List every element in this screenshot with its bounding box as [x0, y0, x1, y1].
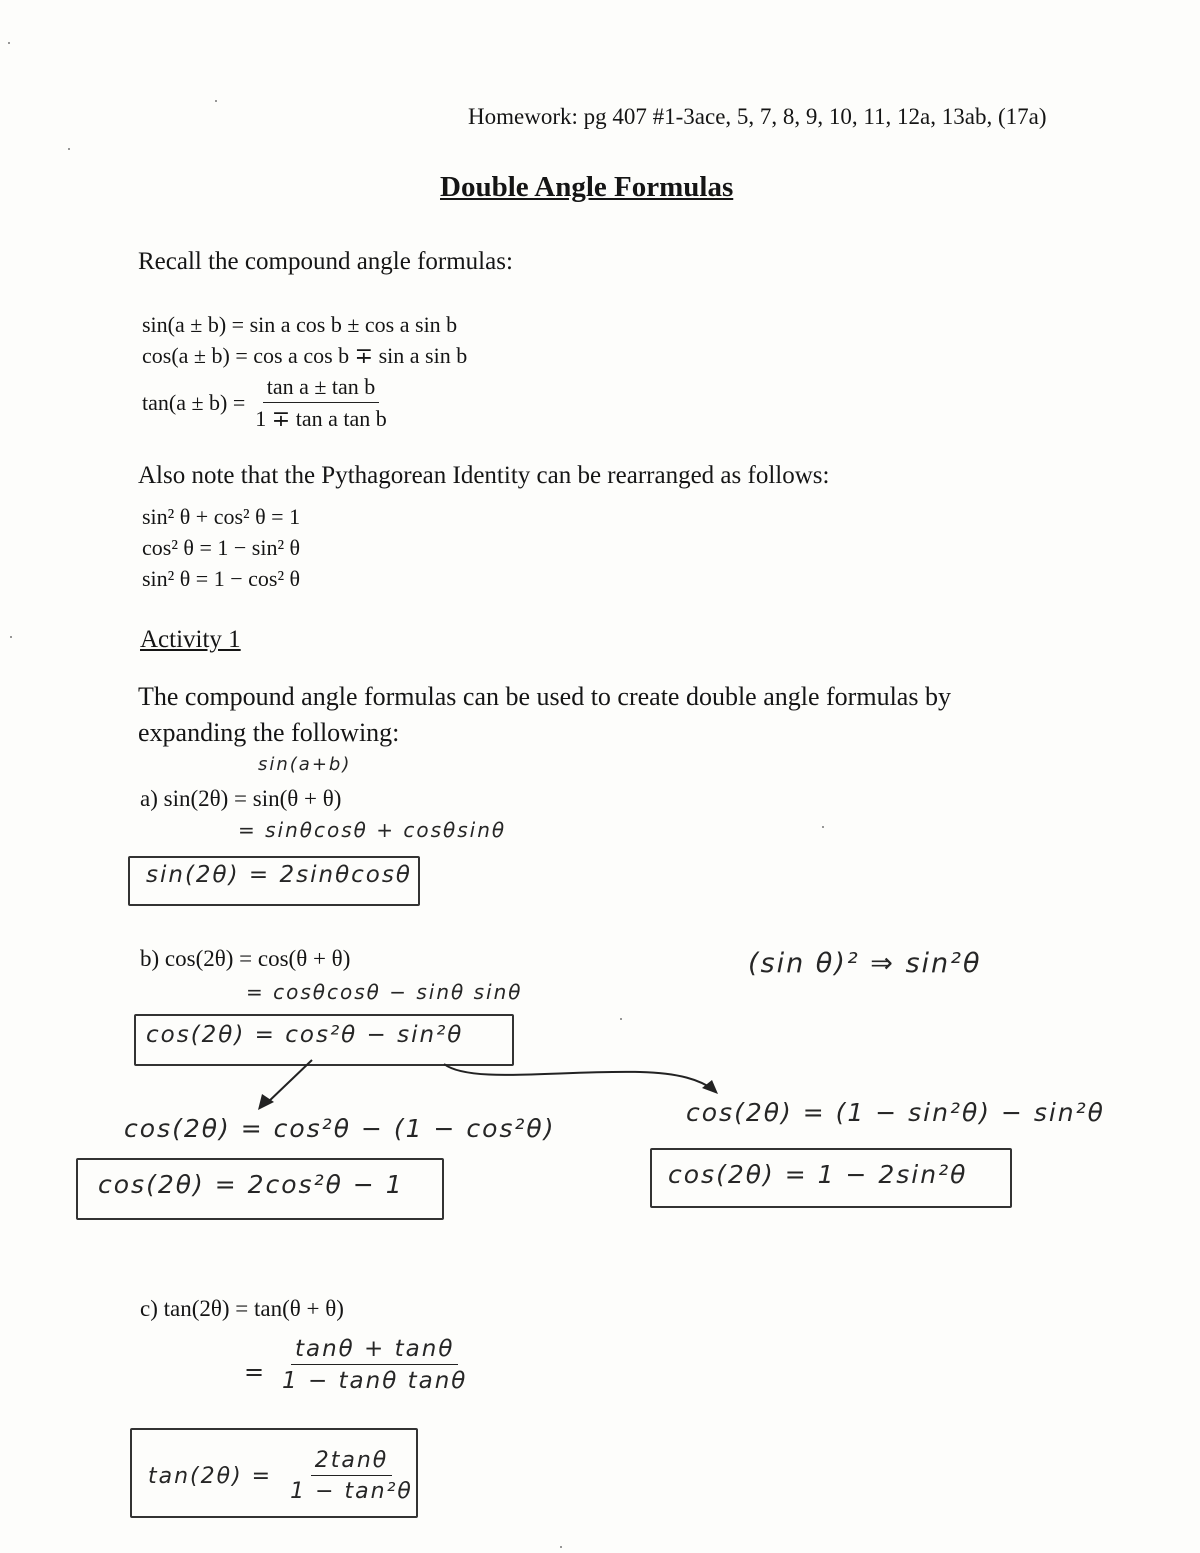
- recall-heading: Recall the compound angle formulas:: [138, 248, 513, 275]
- pythagorean-identity-1: sin² θ + cos² θ = 1: [142, 504, 301, 529]
- part-b-result: cos(2θ) = cos²θ − sin²θ: [146, 1022, 464, 1048]
- tan-formula-numerator: tan a ± tan b: [263, 374, 380, 403]
- page-title: Double Angle Formulas: [440, 171, 734, 203]
- cos-compound-formula: cos(a ± b) = cos a cos b ∓ sin a sin b: [142, 343, 468, 368]
- part-c-result-numerator: 2tanθ: [311, 1448, 393, 1476]
- pythagorean-heading: Also note that the Pythagorean Identity can be rearranged as follows:: [138, 462, 830, 489]
- arrowhead-left: [258, 1094, 274, 1110]
- arrow-to-right-derivation: [444, 1064, 714, 1090]
- pythagorean-identity-3: sin² θ = 1 − cos² θ: [142, 566, 301, 591]
- arrowhead-right: [702, 1080, 718, 1094]
- part-c-expansion-fraction: [278, 1336, 471, 1394]
- left-derivation-result: cos(2θ) = 2cos²θ − 1: [98, 1170, 404, 1199]
- activity-intro-line-2: expanding the following:: [138, 718, 400, 747]
- right-derivation-result: cos(2θ) = 1 − 2sin²θ: [668, 1160, 968, 1189]
- part-c-result: [148, 1448, 417, 1504]
- activity-heading: Activity 1: [140, 626, 241, 653]
- sin-compound-formula: sin(a ± b) = sin a cos b ± cos a sin b: [142, 312, 458, 337]
- part-b-expression: b) cos(2θ) = cos(θ + θ): [140, 946, 351, 971]
- part-a-result: sin(2θ) = 2sinθcosθ: [146, 862, 412, 888]
- handwritten-note-sin-a-plus-b: sin(a+b): [258, 754, 352, 775]
- left-derivation-step: cos(2θ) = cos²θ − (1 − cos²θ): [124, 1114, 556, 1143]
- part-c-result-denominator: 1 − tan²θ: [290, 1479, 413, 1504]
- side-note-sin-squared: (sin θ)² ⇒ sin²θ: [748, 948, 982, 979]
- part-c-result-lhs: tan(2θ) =: [148, 1463, 273, 1489]
- arrow-to-left-derivation: [266, 1060, 312, 1104]
- homework-line: Homework: pg 407 #1-3ace, 5, 7, 8, 9, 10, 11, 12a, 13ab, (17a): [468, 104, 1047, 129]
- part-c-denominator: 1 − tanθ tanθ: [282, 1368, 468, 1394]
- tan-formula-lhs: tan(a ± b) =: [142, 390, 246, 415]
- pythagorean-identity-2: cos² θ = 1 − sin² θ: [142, 535, 301, 560]
- part-a-expansion: = sinθcosθ + cosθsinθ: [238, 818, 507, 842]
- part-c-fraction: [278, 1336, 471, 1394]
- part-c-numerator: tanθ + tanθ: [291, 1336, 458, 1365]
- tan-formula-denominator: 1 ∓ tan a tan b: [255, 406, 387, 431]
- part-c-expression: c) tan(2θ) = tan(θ + θ): [140, 1296, 344, 1321]
- part-c-equals: =: [244, 1358, 267, 1386]
- activity-intro-line-1: The compound angle formulas can be used to create double angle formulas by: [138, 682, 951, 711]
- part-a-expression: a) sin(2θ) = sin(θ + θ): [140, 786, 342, 811]
- part-c-result-fraction: [286, 1448, 417, 1504]
- part-b-expansion: = cosθcosθ − sinθ sinθ: [246, 980, 523, 1004]
- right-derivation-step: cos(2θ) = (1 − sin²θ) − sin²θ: [686, 1098, 1105, 1127]
